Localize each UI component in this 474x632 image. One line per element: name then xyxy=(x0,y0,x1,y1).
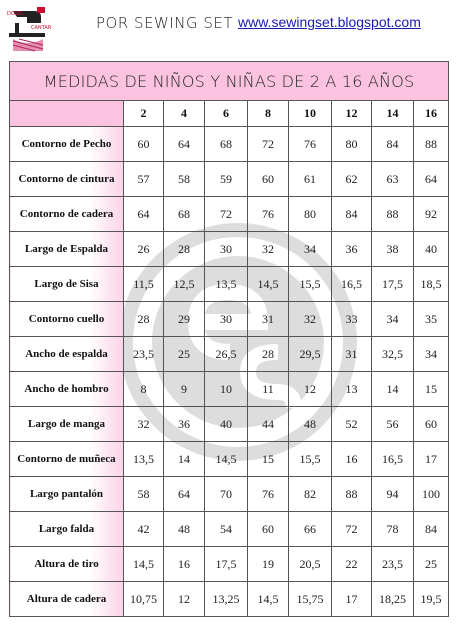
table-row xyxy=(10,407,449,442)
table-cell: 56 xyxy=(372,407,414,442)
table-cell: 64 xyxy=(164,477,205,512)
table-row xyxy=(10,162,449,197)
table-cell: 19 xyxy=(248,547,289,582)
table-cell: 28 xyxy=(124,302,164,337)
table-cell: 31 xyxy=(332,337,372,372)
table-cell: 36 xyxy=(164,407,205,442)
table-row xyxy=(10,547,449,582)
table-cell: 52 xyxy=(332,407,372,442)
table-cell: 60 xyxy=(248,162,289,197)
table-cell: 38 xyxy=(372,232,414,267)
table-cell: 84 xyxy=(414,512,449,547)
table-cell: 29,5 xyxy=(289,337,332,372)
table-cell: 28 xyxy=(248,337,289,372)
table-row xyxy=(10,477,449,512)
row-label: Largo falda xyxy=(10,512,124,547)
table-cell: 48 xyxy=(289,407,332,442)
table-cell: 58 xyxy=(124,477,164,512)
table-cell: 64 xyxy=(414,162,449,197)
sewing-machine-logo-icon xyxy=(5,3,51,55)
table-cell: 31 xyxy=(248,302,289,337)
table-cell: 60 xyxy=(124,127,164,162)
table-cell: 29 xyxy=(164,302,205,337)
table-cell: 17 xyxy=(414,442,449,477)
table-cell: 16 xyxy=(332,442,372,477)
size-header-8: 8 xyxy=(248,101,289,127)
table-title: MEDIDAS DE NIÑOS Y NIÑAS DE 2 A 16 AÑOS xyxy=(10,62,449,101)
table-cell: 9 xyxy=(164,372,205,407)
table-cell: 15,5 xyxy=(289,442,332,477)
table-cell: 42 xyxy=(124,512,164,547)
table-row xyxy=(10,512,449,547)
row-label: Altura de tiro xyxy=(10,547,124,582)
table-cell: 18,5 xyxy=(414,267,449,302)
table-cell: 40 xyxy=(205,407,248,442)
logo-text-right: CANTAR xyxy=(31,25,51,31)
size-header-16: 16 xyxy=(414,101,449,127)
table-cell: 26 xyxy=(124,232,164,267)
table-cell: 76 xyxy=(248,197,289,232)
logo-text-top: DOSEL xyxy=(7,11,24,17)
measurements-table xyxy=(9,61,449,617)
table-cell: 17,5 xyxy=(372,267,414,302)
table-cell: 88 xyxy=(332,477,372,512)
table-cell: 48 xyxy=(164,512,205,547)
table-row xyxy=(10,232,449,267)
table-cell: 13,25 xyxy=(205,582,248,617)
table-cell: 66 xyxy=(289,512,332,547)
table-cell: 12,5 xyxy=(164,267,205,302)
table-cell: 32 xyxy=(124,407,164,442)
table-cell: 32,5 xyxy=(372,337,414,372)
table-cell: 14,5 xyxy=(205,442,248,477)
table-row xyxy=(10,442,449,477)
table-cell: 25 xyxy=(164,337,205,372)
row-label: Contorno de Pecho xyxy=(10,127,124,162)
table-cell: 54 xyxy=(205,512,248,547)
table-cell: 15 xyxy=(414,372,449,407)
table-cell: 13 xyxy=(332,372,372,407)
table-cell: 68 xyxy=(205,127,248,162)
table-cell: 32 xyxy=(289,302,332,337)
table-cell: 80 xyxy=(289,197,332,232)
table-cell: 88 xyxy=(414,127,449,162)
table-cell: 26,5 xyxy=(205,337,248,372)
table-cell: 61 xyxy=(289,162,332,197)
size-header-14: 14 xyxy=(372,101,414,127)
table-row xyxy=(10,372,449,407)
table-cell: 25 xyxy=(414,547,449,582)
table-cell: 84 xyxy=(332,197,372,232)
table-cell: 72 xyxy=(205,197,248,232)
table-cell: 35 xyxy=(414,302,449,337)
table-cell: 64 xyxy=(164,127,205,162)
size-header-6: 6 xyxy=(205,101,248,127)
brand-name: POR SEWING SET xyxy=(96,14,234,32)
table-cell: 88 xyxy=(372,197,414,232)
table-cell: 16 xyxy=(164,547,205,582)
table-cell: 15,5 xyxy=(289,267,332,302)
table-cell: 19,5 xyxy=(414,582,449,617)
size-header-2: 2 xyxy=(124,101,164,127)
table-cell: 11 xyxy=(248,372,289,407)
table-cell: 16,5 xyxy=(332,267,372,302)
table-cell: 10 xyxy=(205,372,248,407)
row-label: Contorno de cadera xyxy=(10,197,124,232)
table-row xyxy=(10,337,449,372)
table-cell: 30 xyxy=(205,302,248,337)
table-cell: 8 xyxy=(124,372,164,407)
table-cell: 59 xyxy=(205,162,248,197)
page-header xyxy=(0,0,474,58)
table-cell: 30 xyxy=(205,232,248,267)
table-cell: 76 xyxy=(289,127,332,162)
row-label: Largo pantalón xyxy=(10,477,124,512)
table-cell: 20,5 xyxy=(289,547,332,582)
table-cell: 78 xyxy=(372,512,414,547)
table-cell: 57 xyxy=(124,162,164,197)
table-cell: 72 xyxy=(332,512,372,547)
table-cell: 76 xyxy=(248,477,289,512)
table-cell: 58 xyxy=(164,162,205,197)
table-cell: 18,25 xyxy=(372,582,414,617)
table-cell: 44 xyxy=(248,407,289,442)
table-cell: 63 xyxy=(372,162,414,197)
row-label: Largo de Espalda xyxy=(10,232,124,267)
table-row xyxy=(10,582,449,617)
table-cell: 28 xyxy=(164,232,205,267)
row-label: Contorno de muñeca xyxy=(10,442,124,477)
table-cell: 14,5 xyxy=(124,547,164,582)
size-header-row xyxy=(10,101,449,127)
table-cell: 14,5 xyxy=(248,267,289,302)
row-label: Contorno de cintura xyxy=(10,162,124,197)
row-label: Largo de manga xyxy=(10,407,124,442)
size-header-12: 12 xyxy=(332,101,372,127)
table-cell: 68 xyxy=(164,197,205,232)
table-cell: 13,5 xyxy=(124,442,164,477)
table-cell: 14 xyxy=(164,442,205,477)
table-cell: 12 xyxy=(164,582,205,617)
row-label: Contorno cuello xyxy=(10,302,124,337)
table-row xyxy=(10,127,449,162)
size-header-10: 10 xyxy=(289,101,332,127)
table-cell: 100 xyxy=(414,477,449,512)
table-cell: 15,75 xyxy=(289,582,332,617)
row-label: Altura de cadera xyxy=(10,582,124,617)
table-row xyxy=(10,302,449,337)
table-cell: 32 xyxy=(248,232,289,267)
table-cell: 14,5 xyxy=(248,582,289,617)
table-cell: 64 xyxy=(124,197,164,232)
table-cell: 17 xyxy=(332,582,372,617)
table-row xyxy=(10,267,449,302)
table-body xyxy=(10,127,449,617)
blog-link[interactable]: www.sewingset.blogspot.com xyxy=(238,14,421,30)
table-cell: 36 xyxy=(332,232,372,267)
table-cell: 13,5 xyxy=(205,267,248,302)
table-cell: 34 xyxy=(289,232,332,267)
table-cell: 72 xyxy=(248,127,289,162)
table-cell: 12 xyxy=(289,372,332,407)
row-label: Largo de Sisa xyxy=(10,267,124,302)
row-label: Ancho de espalda xyxy=(10,337,124,372)
table-cell: 60 xyxy=(414,407,449,442)
table-cell: 34 xyxy=(414,337,449,372)
table-cell: 70 xyxy=(205,477,248,512)
table-cell: 94 xyxy=(372,477,414,512)
table-cell: 22 xyxy=(332,547,372,582)
table-cell: 14 xyxy=(372,372,414,407)
row-label: Ancho de hombro xyxy=(10,372,124,407)
corner-cell xyxy=(10,101,124,127)
table-cell: 80 xyxy=(332,127,372,162)
table-cell: 17,5 xyxy=(205,547,248,582)
table-cell: 23,5 xyxy=(124,337,164,372)
table-cell: 92 xyxy=(414,197,449,232)
table-cell: 34 xyxy=(372,302,414,337)
table-cell: 82 xyxy=(289,477,332,512)
table-cell: 11,5 xyxy=(124,267,164,302)
table-cell: 23,5 xyxy=(372,547,414,582)
table-row xyxy=(10,197,449,232)
table-cell: 60 xyxy=(248,512,289,547)
table-cell: 40 xyxy=(414,232,449,267)
table-cell: 84 xyxy=(372,127,414,162)
table-cell: 62 xyxy=(332,162,372,197)
table-cell: 33 xyxy=(332,302,372,337)
table-cell: 16,5 xyxy=(372,442,414,477)
table-cell: 10,75 xyxy=(124,582,164,617)
table-cell: 15 xyxy=(248,442,289,477)
size-header-4: 4 xyxy=(164,101,205,127)
